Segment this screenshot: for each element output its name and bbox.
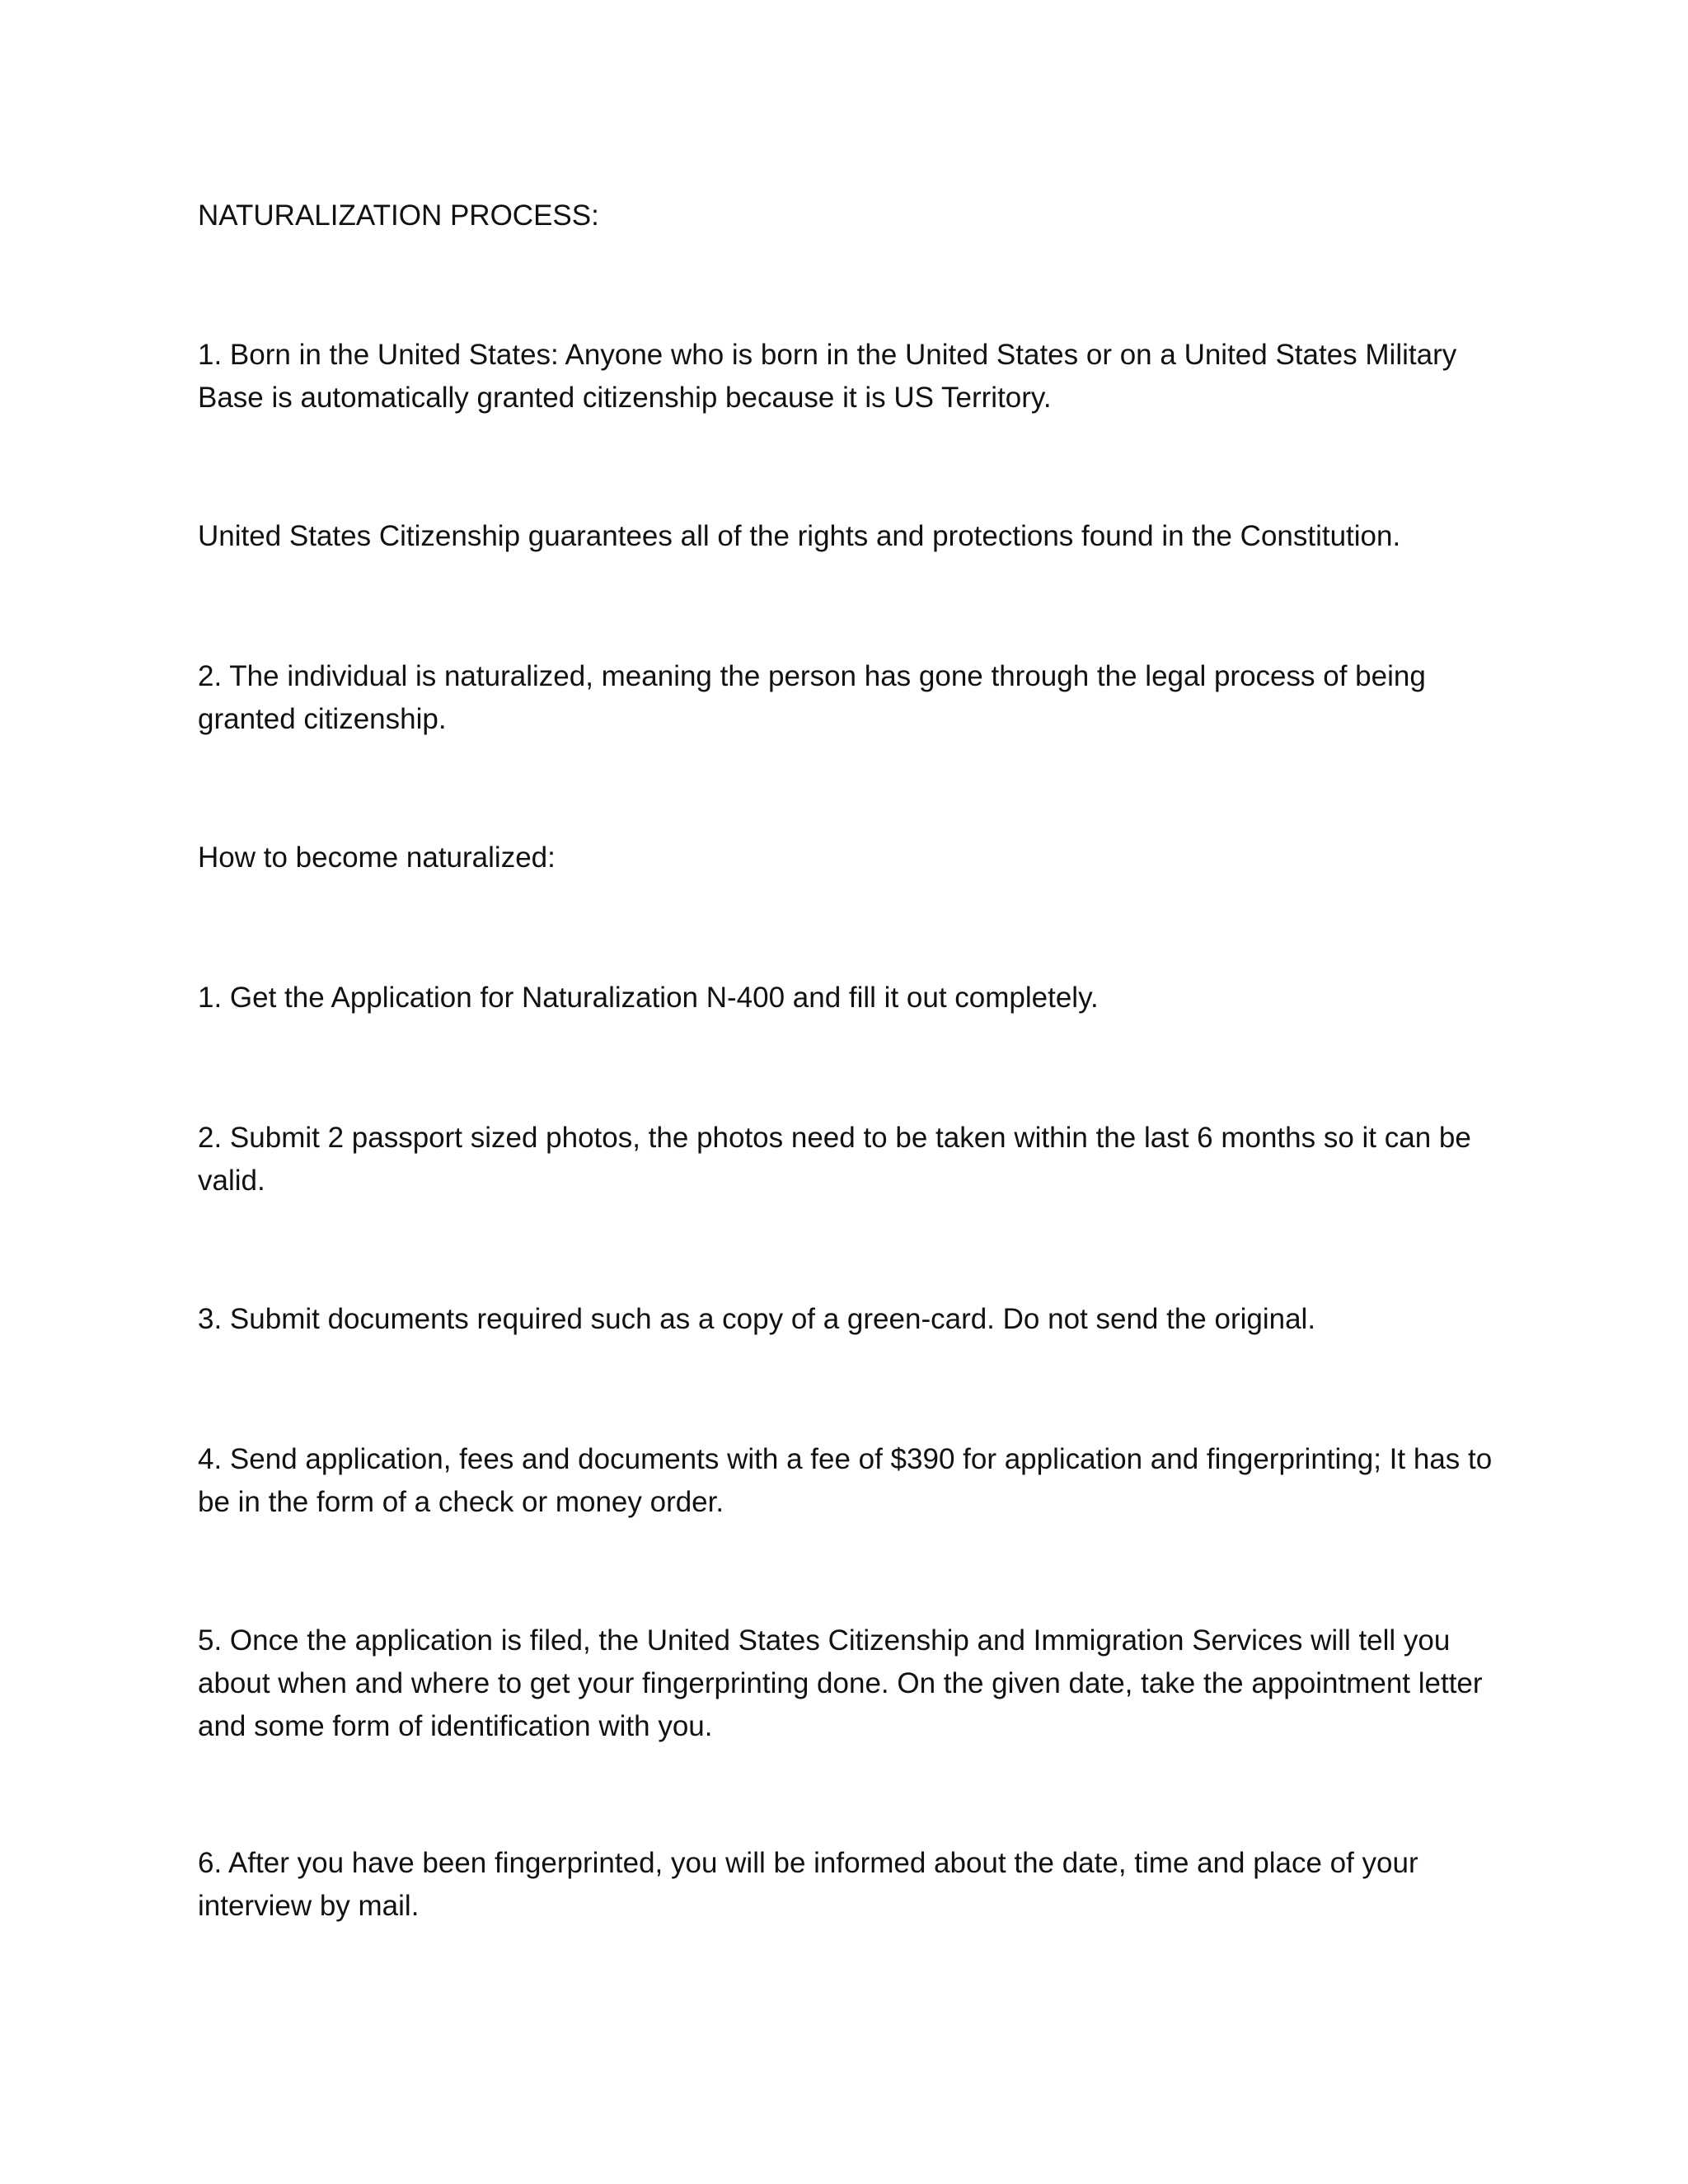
- step-interview: 6. After you have been fingerprinted, you will be informed about the date, time and place of your interview by mail.: [198, 1847, 1418, 1922]
- paragraph-born-in-us: 1. Born in the United States: Anyone who is born in the United States or on a United States Military Base is automatically granted citizenship because it is US Territory.: [198, 339, 1457, 414]
- document-heading: NATURALIZATION PROCESS:: [198, 199, 599, 232]
- paragraph-citizenship-rights: United States Citizenship guarantees all of the rights and protections found in the Constitution.: [198, 520, 1401, 552]
- step-fingerprinting: 5. Once the application is filed, the United States Citizenship and Immigration Services will tell you about when and where to get your fingerprinting done. On the given date, take the appointment letter and some form of identification with you.: [198, 1624, 1483, 1742]
- step-documents: 3. Submit documents required such as a copy of a green-card. Do not send the original.: [198, 1303, 1316, 1335]
- step-application: 1. Get the Application for Naturalization N-400 and fill it out completely.: [198, 982, 1099, 1014]
- step-fees: 4. Send application, fees and documents with a fee of $390 for application and fingerprinting; It has to be in the form of a check or money order.: [198, 1443, 1493, 1518]
- paragraph-naturalized: 2. The individual is naturalized, meaning the person has gone through the legal process of being granted citizenship.: [198, 660, 1426, 735]
- section-heading-how-to-naturalize: How to become naturalized:: [198, 841, 556, 874]
- step-photos: 2. Submit 2 passport sized photos, the photos need to be taken within the last 6 months so it can be valid.: [198, 1122, 1471, 1197]
